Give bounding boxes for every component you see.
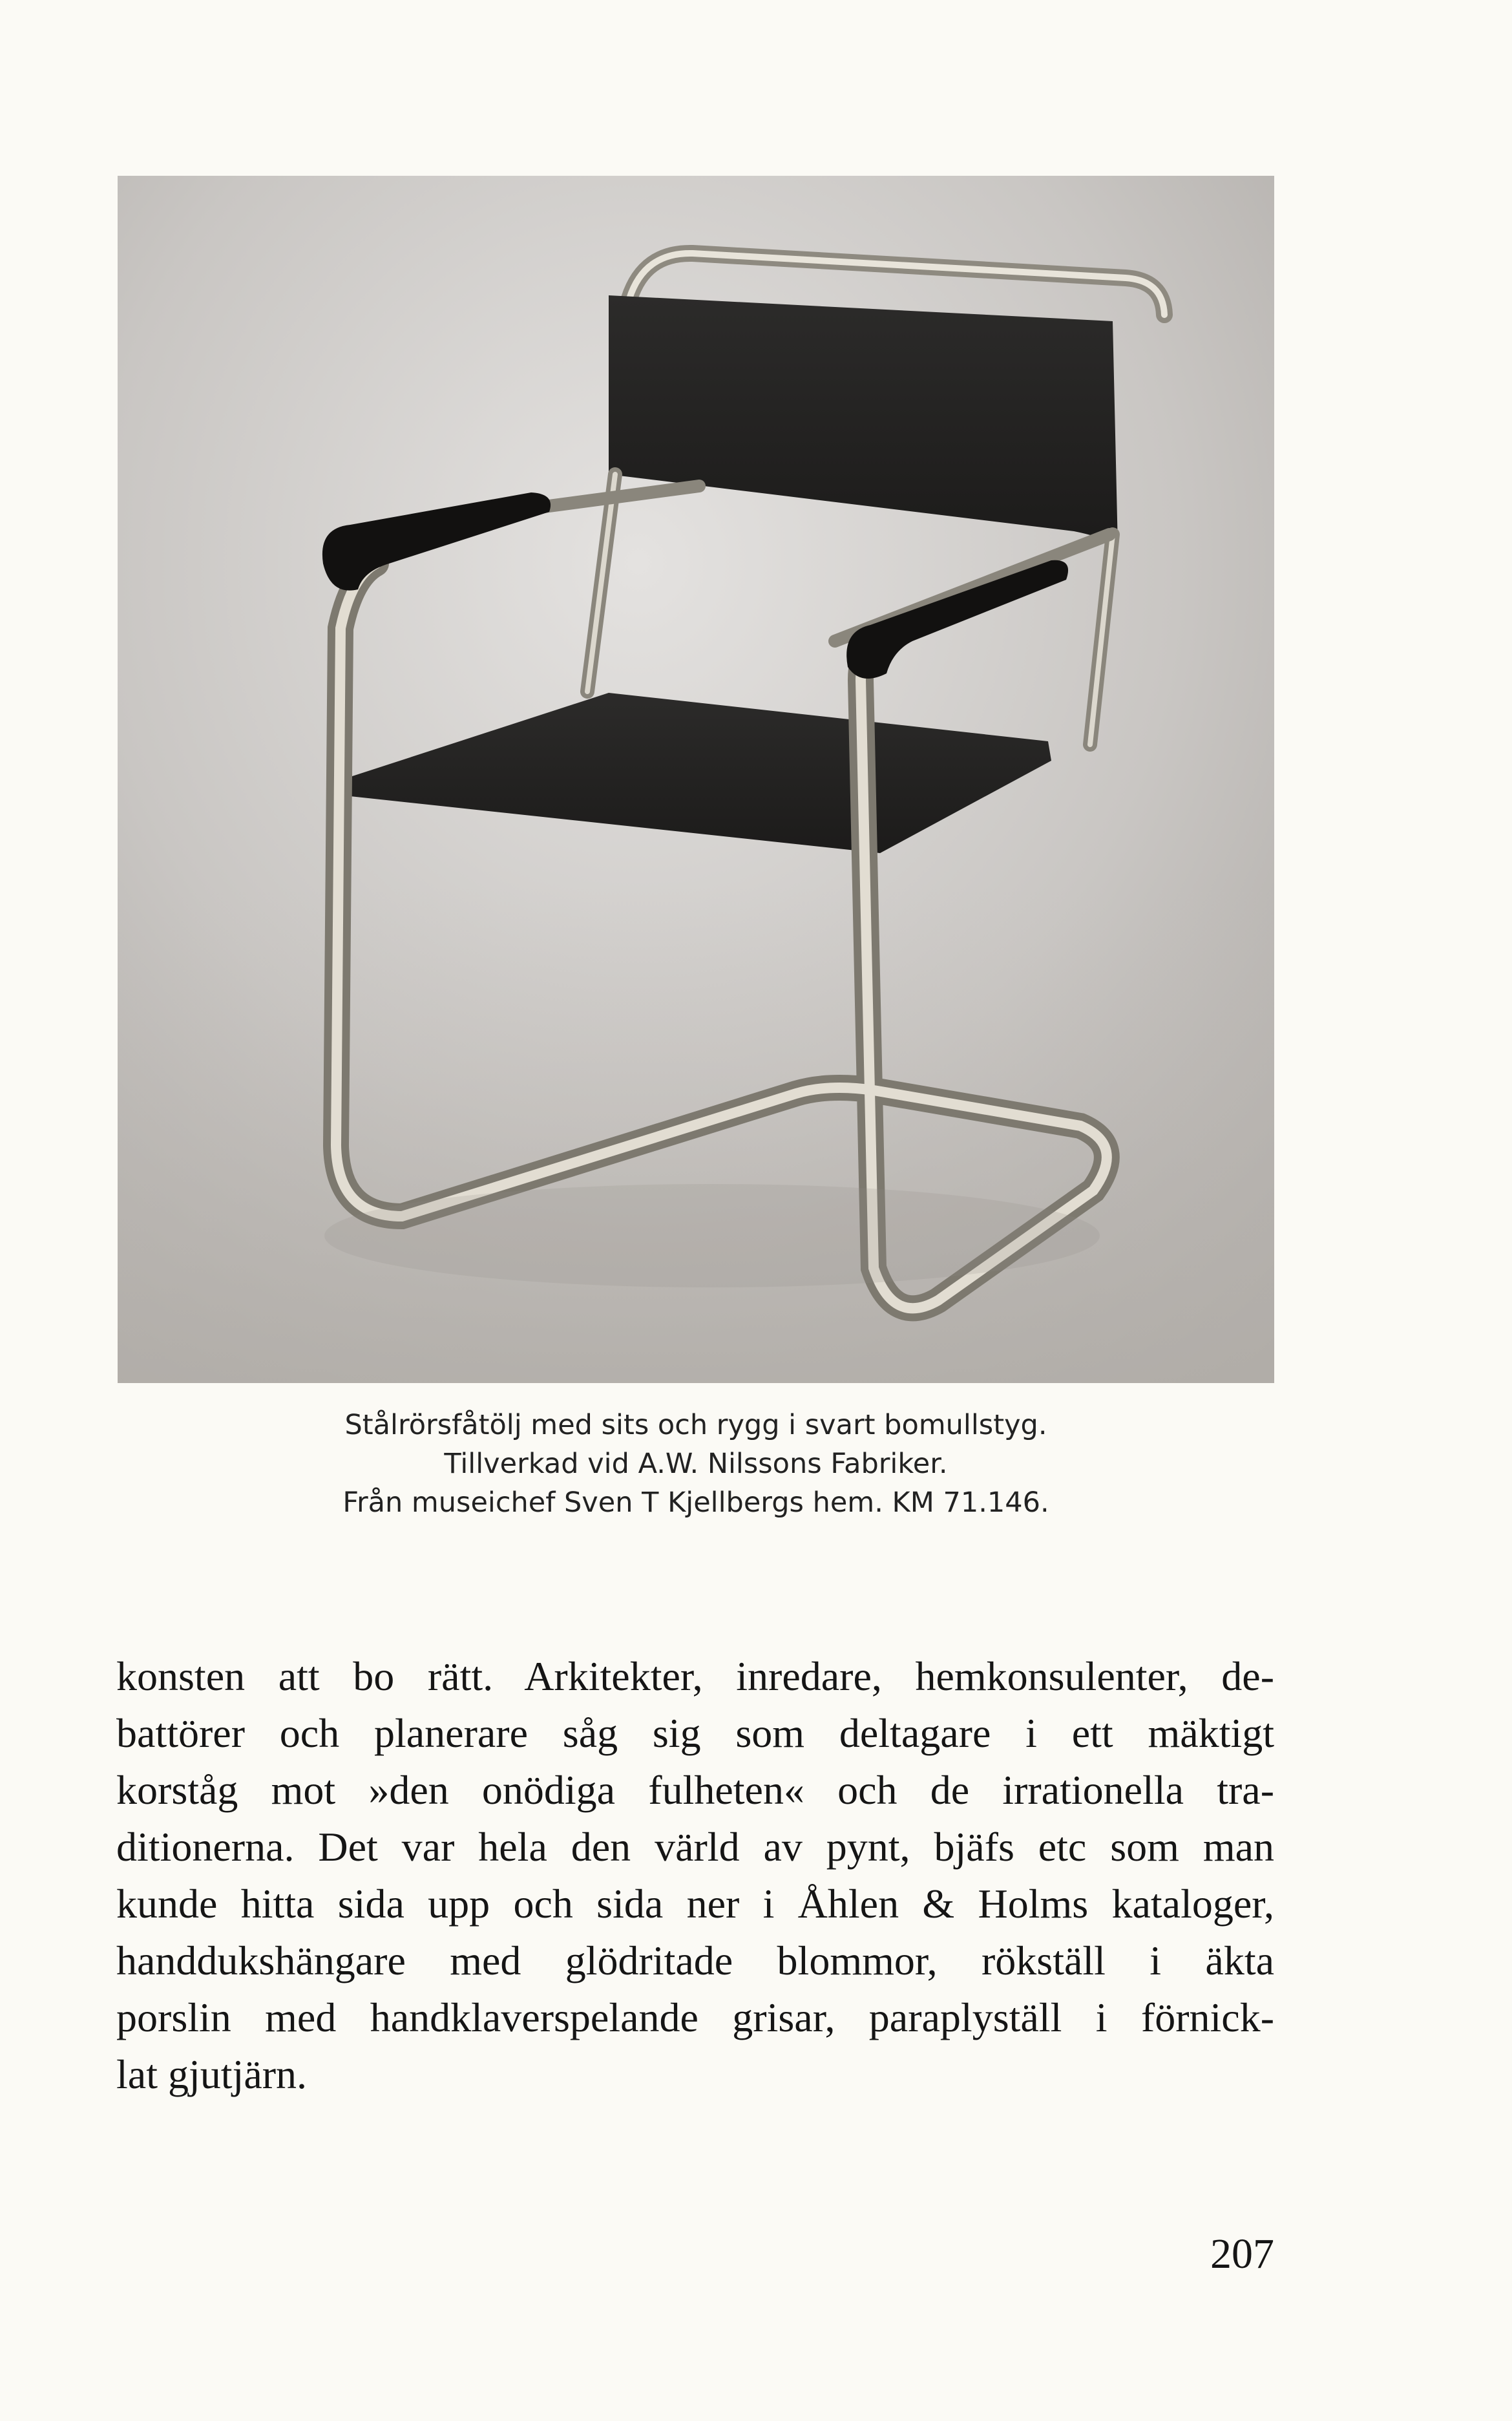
- text-line: lat gjutjärn.: [116, 2051, 308, 2097]
- caption-line: Tillverkad vid A.W. Nilssons Fabriker.: [444, 1448, 948, 1480]
- photo-caption: [118, 1406, 1274, 1522]
- text-line: kunde hitta sida upp och sida ner i Åhlen & Holms kataloger,: [116, 1881, 1274, 1927]
- caption-line: Stålrörsfåtölj med sits och rygg i svart bomullstyg.: [344, 1409, 1047, 1441]
- text-line: battörer och planerare såg sig som deltagare i ett mäktigt: [116, 1710, 1274, 1756]
- caption-line: Från museichef Sven T Kjellbergs hem. KM 71.146.: [342, 1486, 1049, 1519]
- text-line: handdukshängare med glödritade blommor, rökställ i äkta: [116, 1938, 1274, 1983]
- text-line: ditionerna. Det var hela den värld av pynt, bjäfs etc som man: [116, 1824, 1274, 1870]
- chair-photograph: [118, 176, 1274, 1383]
- text-line: korståg mot »den onödiga fulheten« och de irrationella tra-: [116, 1767, 1274, 1813]
- body-paragraph: [116, 1648, 1274, 2103]
- page-number: 207: [1210, 2230, 1274, 2278]
- text-line: porslin med handklaverspelande grisar, paraplyställ i förnick-: [116, 1994, 1274, 2040]
- text-line: konsten att bo rätt. Arkitekter, inredare, hemkonsulenter, de-: [116, 1653, 1274, 1699]
